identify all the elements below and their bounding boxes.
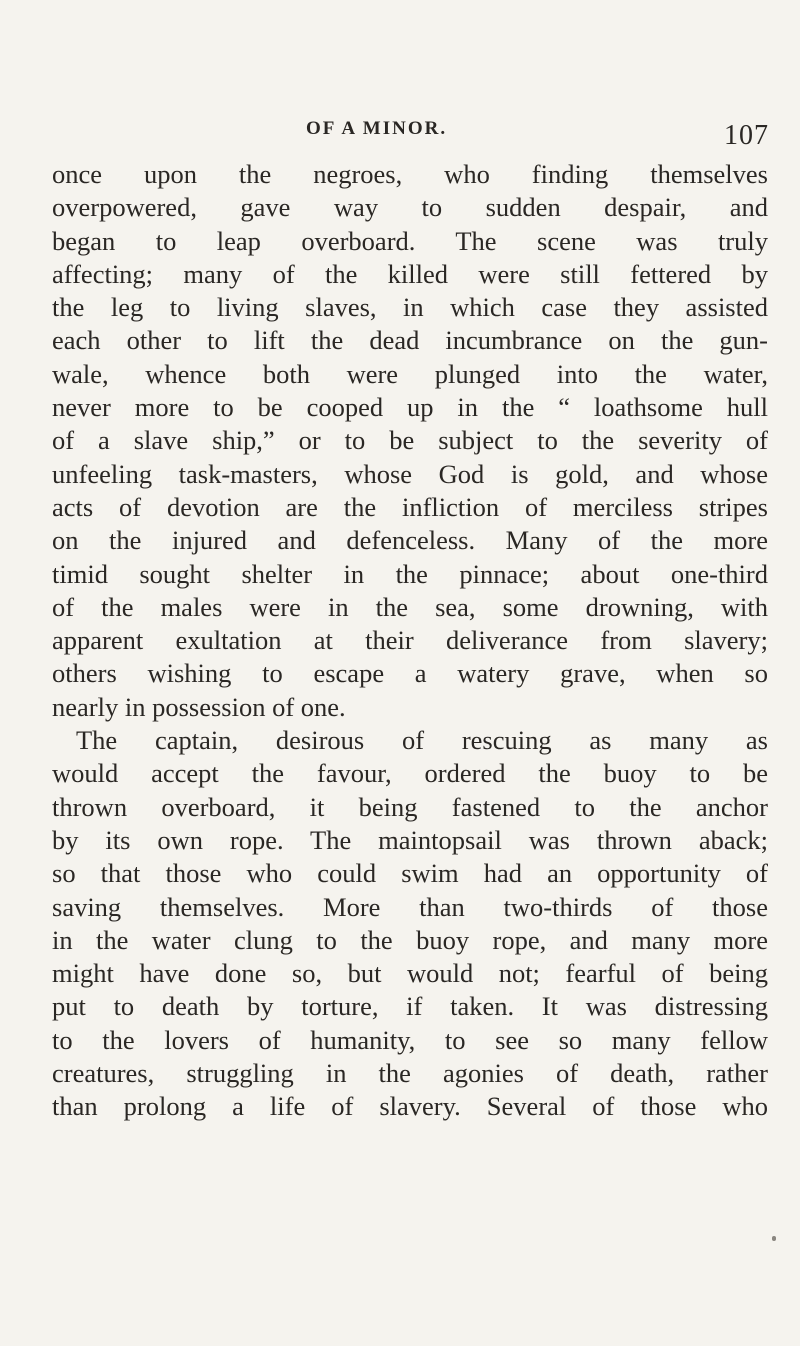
text-line: unfeeling task-masters, whose God is gold, and whose <box>52 458 768 489</box>
text-line: on the injured and defenceless. Many of the more <box>52 525 768 556</box>
text-line: put to death by torture, if taken. It was distressing <box>52 991 768 1022</box>
text-line: apparent exultation at their deliverance from slavery; <box>52 625 768 656</box>
text-line: the leg to living slaves, in which case they assisted <box>52 292 768 323</box>
text-line: so that those who could swim had an opportunity of <box>52 858 768 889</box>
ink-speck <box>772 1236 776 1241</box>
page-number: 107 <box>724 120 769 151</box>
text-line: once upon the negroes, who finding themselves <box>52 159 768 189</box>
text-line: of a slave ship,” or to be subject to the severity of <box>52 425 768 456</box>
text-line: others wishing to escape a watery grave, when so <box>52 658 768 689</box>
text-line: each other to lift the dead incumbrance on the gun- <box>52 325 768 356</box>
text-line: never more to be cooped up in the “ loathsome hull <box>52 392 768 423</box>
text-line: thrown overboard, it being fastened to the anchor <box>52 791 768 822</box>
text-line: overpowered, gave way to sudden despair, and <box>52 192 768 223</box>
text-line: acts of devotion are the infliction of merciless stripes <box>52 491 768 522</box>
text-line: The captain, desirous of rescuing as many as <box>76 725 768 756</box>
text-line: in the water clung to the buoy rope, and many more <box>52 924 768 955</box>
text-line: nearly in possession of one. <box>52 691 346 722</box>
text-line: saving themselves. More than two-thirds of those <box>52 891 768 922</box>
text-line: than prolong a life of slavery. Several of those who <box>52 1091 768 1122</box>
running-title: OF A MINOR. <box>306 118 448 139</box>
body-text <box>52 158 768 1124</box>
text-line: timid sought shelter in the pinnace; about one-third <box>52 558 768 589</box>
text-line: would accept the favour, ordered the buoy to be <box>52 758 768 789</box>
text-line: wale, whence both were plunged into the water, <box>52 358 768 389</box>
text-line: creatures, struggling in the agonies of death, rather <box>52 1058 768 1089</box>
text-line: to the lovers of humanity, to see so many fellow <box>52 1024 768 1055</box>
text-line: affecting; many of the killed were still fettered by <box>52 258 768 289</box>
text-line: began to leap overboard. The scene was truly <box>52 225 768 256</box>
text-line: might have done so, but would not; fearful of being <box>52 958 768 989</box>
text-line: of the males were in the sea, some drowning, with <box>52 591 768 622</box>
text-line: by its own rope. The maintopsail was thrown aback; <box>52 824 768 855</box>
